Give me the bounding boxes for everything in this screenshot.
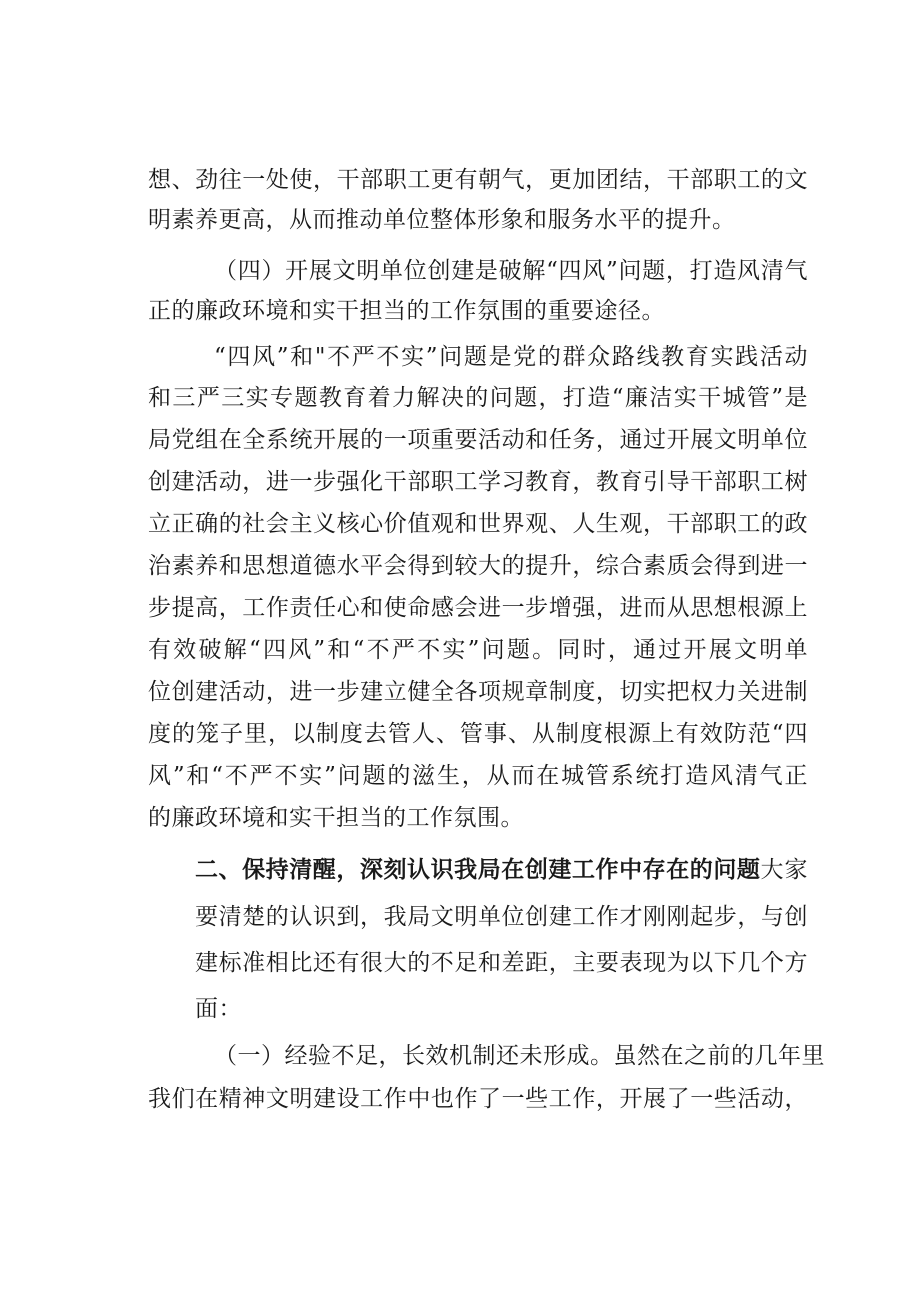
paragraph-line: 和三严三实专题教育着力解决的问题，打造“廉洁实干城管”是 — [148, 385, 808, 411]
paragraph-line: 步提高，工作责任心和使命感会进一步增强，进而从思想根源上 — [148, 595, 808, 621]
section-title-line: （一）经验不足，长效机制还未形成。虽然在之前的几年里 — [214, 1043, 825, 1069]
paragraph-line: 有效破解“四风”和“不严不实”问题。同时，通过开展文明单 — [148, 637, 808, 663]
section-heading-tail: 大家 — [760, 857, 809, 883]
paragraph-line: 面： — [195, 996, 242, 1022]
paragraph-line: 治素养和思想道德水平会得到较大的提升，综合素质会得到进一 — [148, 553, 808, 579]
paragraph-line: 风”和“不严不实”问题的滋生，从而在城管系统打造风清气正 — [148, 763, 808, 789]
paragraph-line: 的廉政环境和实干担当的工作氛围。 — [148, 805, 524, 831]
paragraph-line: 位创建活动，进一步建立健全各项规章制度，切实把权力关进制 — [148, 679, 808, 705]
paragraph-line: 创建活动，进一步强化干部职工学习教育，教育引导干部职工树 — [148, 469, 808, 495]
paragraph-line: 度的笼子里，以制度去管人、管事、从制度根源上有效防范“四 — [148, 721, 808, 747]
paragraph-line: 建标准相比还有很大的不足和差距，主要表现为以下几个方 — [195, 950, 808, 976]
section-heading — [195, 855, 808, 885]
paragraph-line: 立正确的社会主义核心价值观和世界观、人生观，干部职工的政 — [148, 511, 808, 537]
paragraph-line: 明素养更高，从而推动单位整体形象和服务水平的提升。 — [148, 207, 736, 233]
paragraph-line: 要清楚的认识到，我局文明单位创建工作才刚刚起步，与创 — [195, 904, 808, 930]
section-heading-title: 二、保持清醒，深刻认识我局在创建工作中存在的问题 — [195, 857, 761, 883]
paragraph-line: 我们在精神文明建设工作中也作了一些工作，开展了一些活动， — [148, 1086, 808, 1112]
section-title-line: （四）开展文明单位创建是破解“四风”问题，打造风清气 — [214, 258, 808, 284]
paragraph-line: “四风”和"不严不实”问题是党的群众路线教育实践活动 — [214, 344, 808, 370]
section-title-line: 正的廉政环境和实干担当的工作氛围的重要途径。 — [148, 298, 665, 324]
paragraph-line: 局党组在全系统开展的一项重要活动和任务，通过开展文明单位 — [148, 427, 808, 453]
paragraph-line: 想、劲往一处使，干部职工更有朝气，更加团结，干部职工的文 — [148, 167, 808, 193]
